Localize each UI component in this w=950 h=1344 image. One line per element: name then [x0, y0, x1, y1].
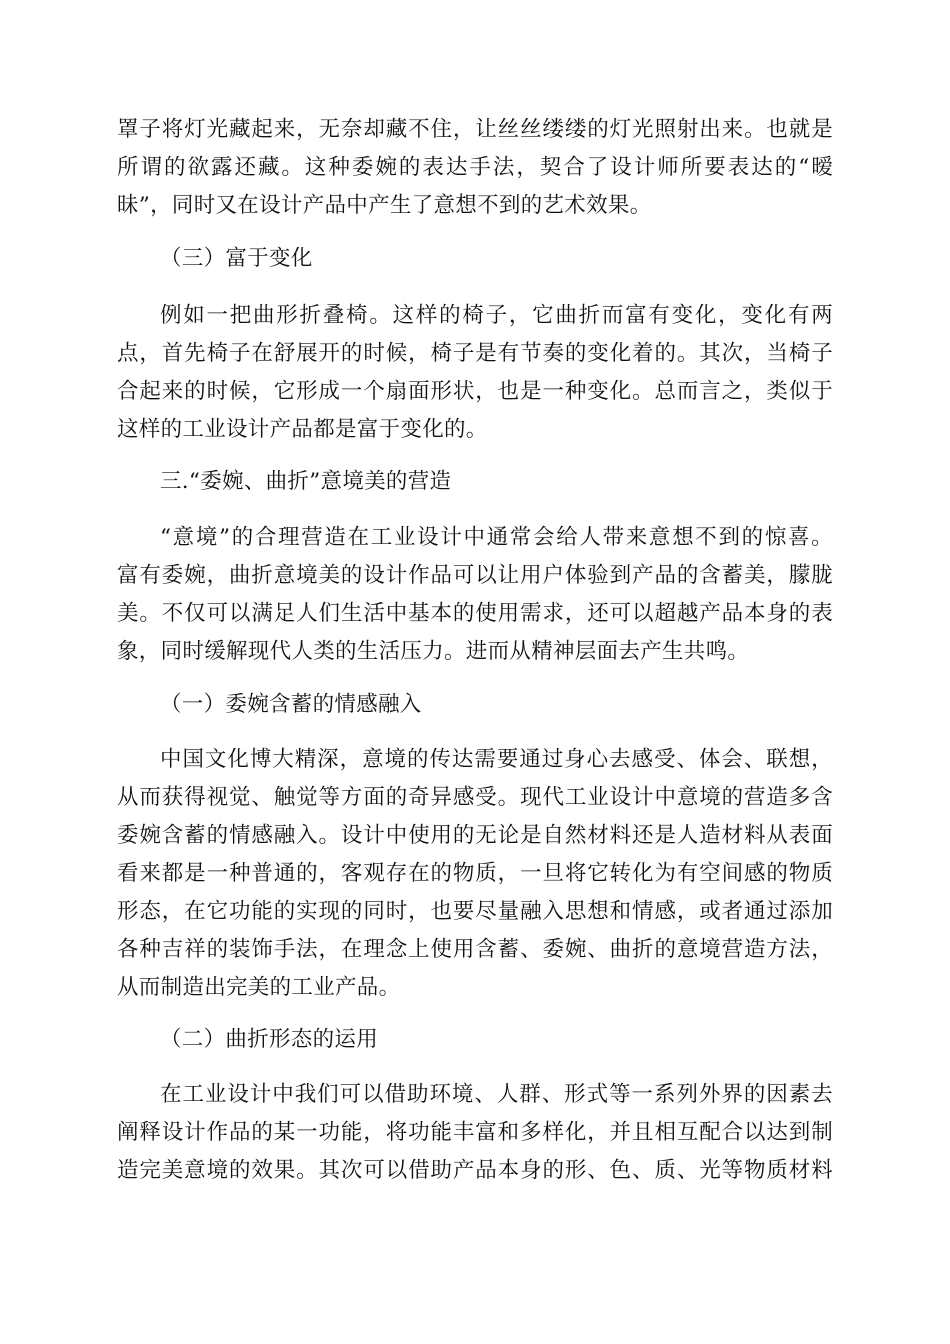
text-line: 合起来的时候，它形成一个扇面形状，也是一种变化。总而言之，类似于: [117, 379, 833, 404]
text-line: 昧”，同时又在设计产品中产生了意想不到的艺术效果。: [117, 193, 652, 218]
section-heading-artistic-conception: 三.“委婉、曲折”意境美的营造: [160, 469, 452, 494]
text-line: 所谓的欲露还藏。这种委婉的表达手法，契合了设计师所要表达的“暧: [117, 155, 833, 180]
text-line: 在工业设计中我们可以借助环境、人群、形式等一系列外界的因素去: [160, 1082, 833, 1107]
paragraph-artistic-conception: [117, 519, 833, 671]
text-line: 各种吉祥的装饰手法，在理念上使用含蓄、委婉、曲折的意境营造方法，: [117, 937, 833, 962]
paragraph-industrial-design: [117, 1076, 833, 1190]
text-line: 委婉含蓄的情感融入。设计中使用的无论是自然材料还是人造材料从表面: [117, 823, 833, 848]
section-heading-rich-in-change: （三）富于变化: [160, 246, 313, 271]
text-line: 象，同时缓解现代人类的生活压力。进而从精神层面去产生共鸣。: [117, 639, 750, 664]
section-heading-emotional-integration: （一）委婉含蓄的情感融入: [160, 692, 422, 717]
text-line: 点，首先椅子在舒展开的时候，椅子是有节奏的变化着的。其次，当椅子: [117, 341, 833, 366]
text-line: 从而制造出完美的工业产品。: [117, 975, 401, 1000]
text-line: 罩子将灯光藏起来，无奈却藏不住，让丝丝缕缕的灯光照射出来。也就是: [117, 117, 833, 142]
paragraph-lampshade: [117, 111, 833, 225]
text-line: 形态，在它功能的实现的同时，也要尽量融入思想和情感，或者通过添加: [117, 899, 833, 924]
text-line: “意境”的合理营造在工业设计中通常会给人带来意想不到的惊喜。: [160, 525, 833, 550]
text-line: 阐释设计作品的某一功能，将功能丰富和多样化，并且相互配合以达到制: [117, 1120, 833, 1145]
text-line: 富有委婉，曲折意境美的设计作品可以让用户体验到产品的含蓄美，朦胧: [117, 563, 833, 588]
section-heading-winding-form: （二）曲折形态的运用: [160, 1027, 379, 1052]
paragraph-folding-chair: [117, 297, 833, 449]
text-line: 从而获得视觉、触觉等方面的奇异感受。现代工业设计中意境的营造多含: [117, 785, 833, 810]
text-line: 中国文化博大精深，意境的传达需要通过身心去感受、体会、联想，: [160, 747, 833, 772]
text-line: 美。不仅可以满足人们生活中基本的使用需求，还可以超越产品本身的表: [117, 601, 833, 626]
text-line: 造完美意境的效果。其次可以借助产品本身的形、色、质、光等物质材料: [117, 1158, 833, 1183]
text-line: 这样的工业设计产品都是富于变化的。: [117, 417, 488, 442]
text-line: 看来都是一种普通的，客观存在的物质，一旦将它转化为有空间感的物质: [117, 861, 833, 886]
text-line: 例如一把曲形折叠椅。这样的椅子，它曲折而富有变化，变化有两: [160, 303, 833, 328]
paragraph-chinese-culture: [117, 741, 833, 1007]
